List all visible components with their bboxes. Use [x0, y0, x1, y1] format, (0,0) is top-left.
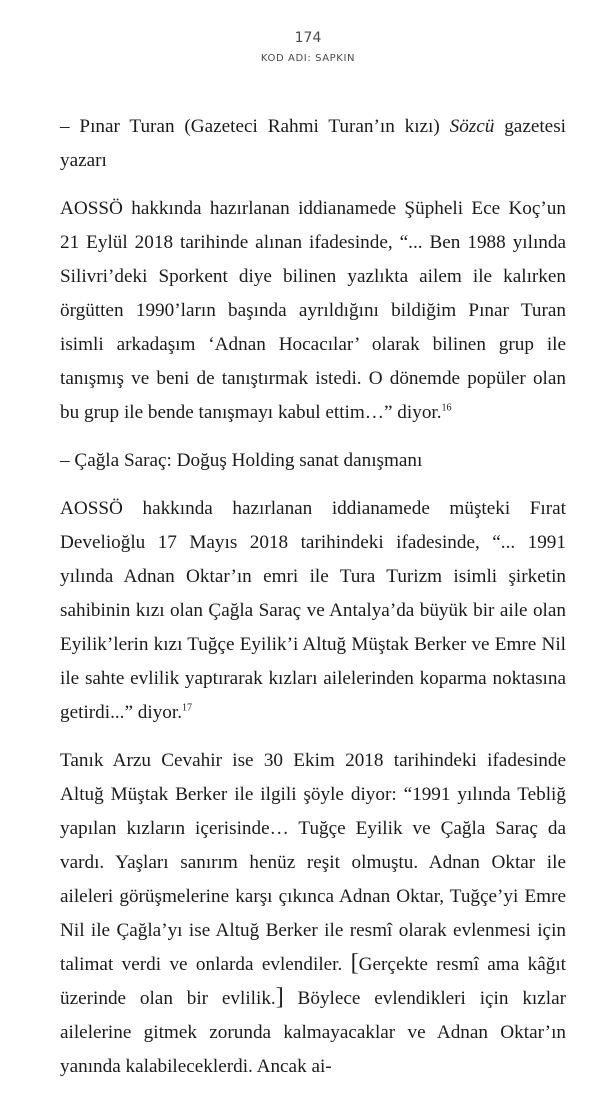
paragraph-ece-koc-testimony	[60, 192, 566, 430]
footnote-marker: 17	[182, 702, 193, 714]
paragraph-text: – Pınar Turan (Gazeteci Rahmi Turan’ın kızı)	[60, 116, 450, 137]
paragraph-text: AOSSÖ hakkında hazırlanan iddianamede müşteki Fırat Develioğlu 17 Mayıs 2018 tarihindeki ifadesinde, “... 1991 yılında Adnan Oktar’ın emri ile Tura Turizm isimli şirketin sahibinin kızı olan Çağla Saraç ve Antalya’da büyük bir aile olan Eyilik’lerin kızı Tuğçe Eyilik’i Altuğ Müştak Berker ve Emre Nil ile sahte evlilik yaptırarak kızları ailelerinden koparma noktasına getirdi...” diyor.	[60, 498, 566, 723]
paragraph-text: Böylece evlendikleri için kızlar ailelerine gitmek zorunda kalmayacaklar ve Adnan Oktar’ın yanında kalabileceklerdi. Ancak ai-	[60, 988, 566, 1077]
paragraph-develioglu-testimony	[60, 492, 566, 730]
footnote-marker: 16	[441, 402, 452, 414]
paragraph-cagla-sarac-heading	[60, 444, 566, 478]
body-text	[60, 110, 566, 1098]
running-title: KOD ADI: SAPKIN	[260, 53, 356, 64]
paragraph-text: AOSSÖ hakkında hazırlanan iddianamede Şüpheli Ece Koç’un 21 Eylül 2018 tarihinde alınan ifadesinde, “... Ben 1988 yılında Silivri’deki Sporkent diye bilinen yazlıkta ailem ile kalırken örgütten 1990’ların başında ayrıldığını bildiğim Pınar Turan isimli arkadaşım ‘Adnan Hocacılar’ olarak bilinen grup ile tanışmış ve beni de tanıştırmak istedi. O dönemde popüler olan bu grup ile bende tanışmayı kabul ettim…” diyor.	[60, 198, 566, 423]
paragraph-text: gazetesi yazarı	[60, 116, 566, 171]
paragraph-text: Tanık Arzu Cevahir ise 30 Ekim 2018 tarihindeki ifadesinde Altuğ Müştak Berker ile ilgili şöyle diyor: “1991 yılında Tebliğ yapılan kızların içerisinde… Tuğçe Eyilik ve Çağla Saraç da vardı. Yaşları sanırım henüz reşit olmuştu. Adnan Oktar ile aileleri görüşmelerine karşı çıkınca Adnan Oktar, Tuğçe’yi Emre Nil ile Çağla’yı ise Altuğ Berker ile resmî olarak evlenmesi için talimat verdi ve onlarda evlendiler.	[60, 750, 566, 975]
bracket-open: [	[350, 950, 359, 976]
page-number: 174	[294, 30, 322, 46]
page-header	[0, 28, 616, 66]
bracket-close: ]	[275, 984, 284, 1010]
newspaper-name: Sözcü	[449, 116, 495, 137]
paragraph-arzu-cevahir-testimony	[60, 744, 566, 1084]
paragraph-pinar-turan-heading	[60, 110, 566, 178]
bracketed-text: Gerçekte resmî ama kâğıt üzerinde olan bir evlilik.	[60, 954, 566, 1009]
paragraph-text: – Çağla Saraç: Doğuş Holding sanat danışmanı	[60, 450, 423, 471]
